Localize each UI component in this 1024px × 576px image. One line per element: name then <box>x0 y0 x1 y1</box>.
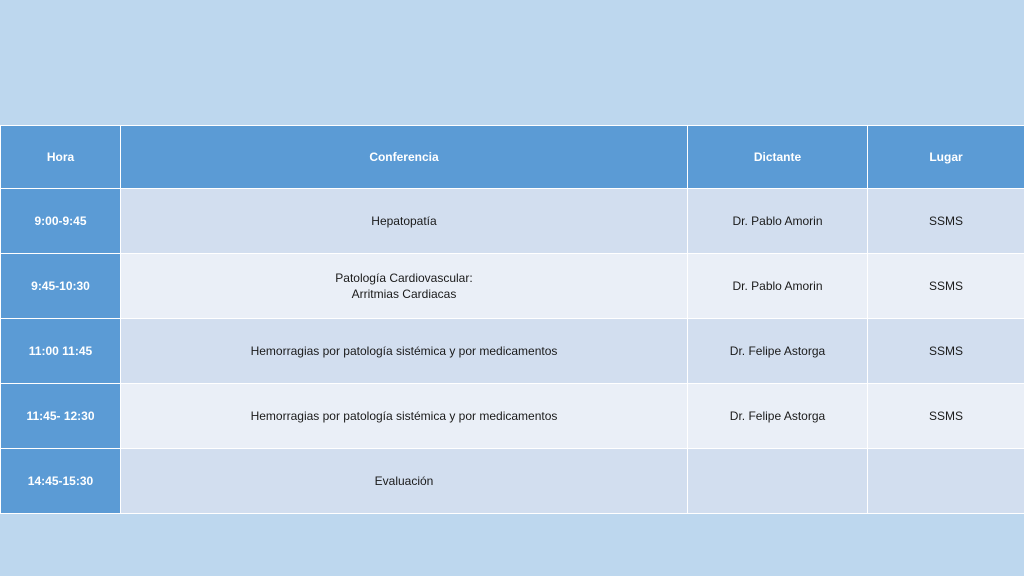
dictante-cell: Dr. Felipe Astorga <box>688 319 868 384</box>
dictante-cell: Dr. Pablo Amorin <box>688 189 868 254</box>
table-row <box>1 449 1024 514</box>
conferencia-cell <box>121 319 688 384</box>
lugar-cell: SSMS <box>868 384 1024 449</box>
hora-cell: 11:00 11:45 <box>1 319 121 384</box>
header-dictante: Dictante <box>688 126 868 189</box>
lugar-cell: SSMS <box>868 189 1024 254</box>
table-row <box>1 254 1024 319</box>
table-header-row <box>1 126 1024 189</box>
hora-cell: 9:00-9:45 <box>1 189 121 254</box>
conferencia-text: Arritmias Cardiacas <box>351 287 457 301</box>
conferencia-text: Evaluación <box>374 474 434 488</box>
conferencia-text: Hemorragias por patología sistémica y por medicamentos <box>250 409 558 423</box>
conferencia-text: Patología Cardiovascular: <box>335 271 473 285</box>
conferencia-cell <box>121 449 688 514</box>
conferencia-cell <box>121 384 688 449</box>
hora-cell: 9:45-10:30 <box>1 254 121 319</box>
hora-cell: 11:45- 12:30 <box>1 384 121 449</box>
hora-cell: 14:45-15:30 <box>1 449 121 514</box>
dictante-cell: Dr. Pablo Amorin <box>688 254 868 319</box>
conferencia-text: Hemorragias por patología sistémica y por medicamentos <box>250 344 558 358</box>
lugar-cell: SSMS <box>868 319 1024 384</box>
header-conferencia: Conferencia <box>121 126 688 189</box>
conferencia-cell <box>121 254 688 319</box>
table-row <box>1 319 1024 384</box>
header-hora: Hora <box>1 126 121 189</box>
dictante-cell: Dr. Felipe Astorga <box>688 384 868 449</box>
table-row <box>1 189 1024 254</box>
lugar-cell <box>868 449 1024 514</box>
dictante-cell <box>688 449 868 514</box>
table-row <box>1 384 1024 449</box>
schedule-table <box>0 125 1024 514</box>
conferencia-cell <box>121 189 688 254</box>
lugar-cell: SSMS <box>868 254 1024 319</box>
header-lugar: Lugar <box>868 126 1024 189</box>
conferencia-text: Hepatopatía <box>371 214 437 228</box>
